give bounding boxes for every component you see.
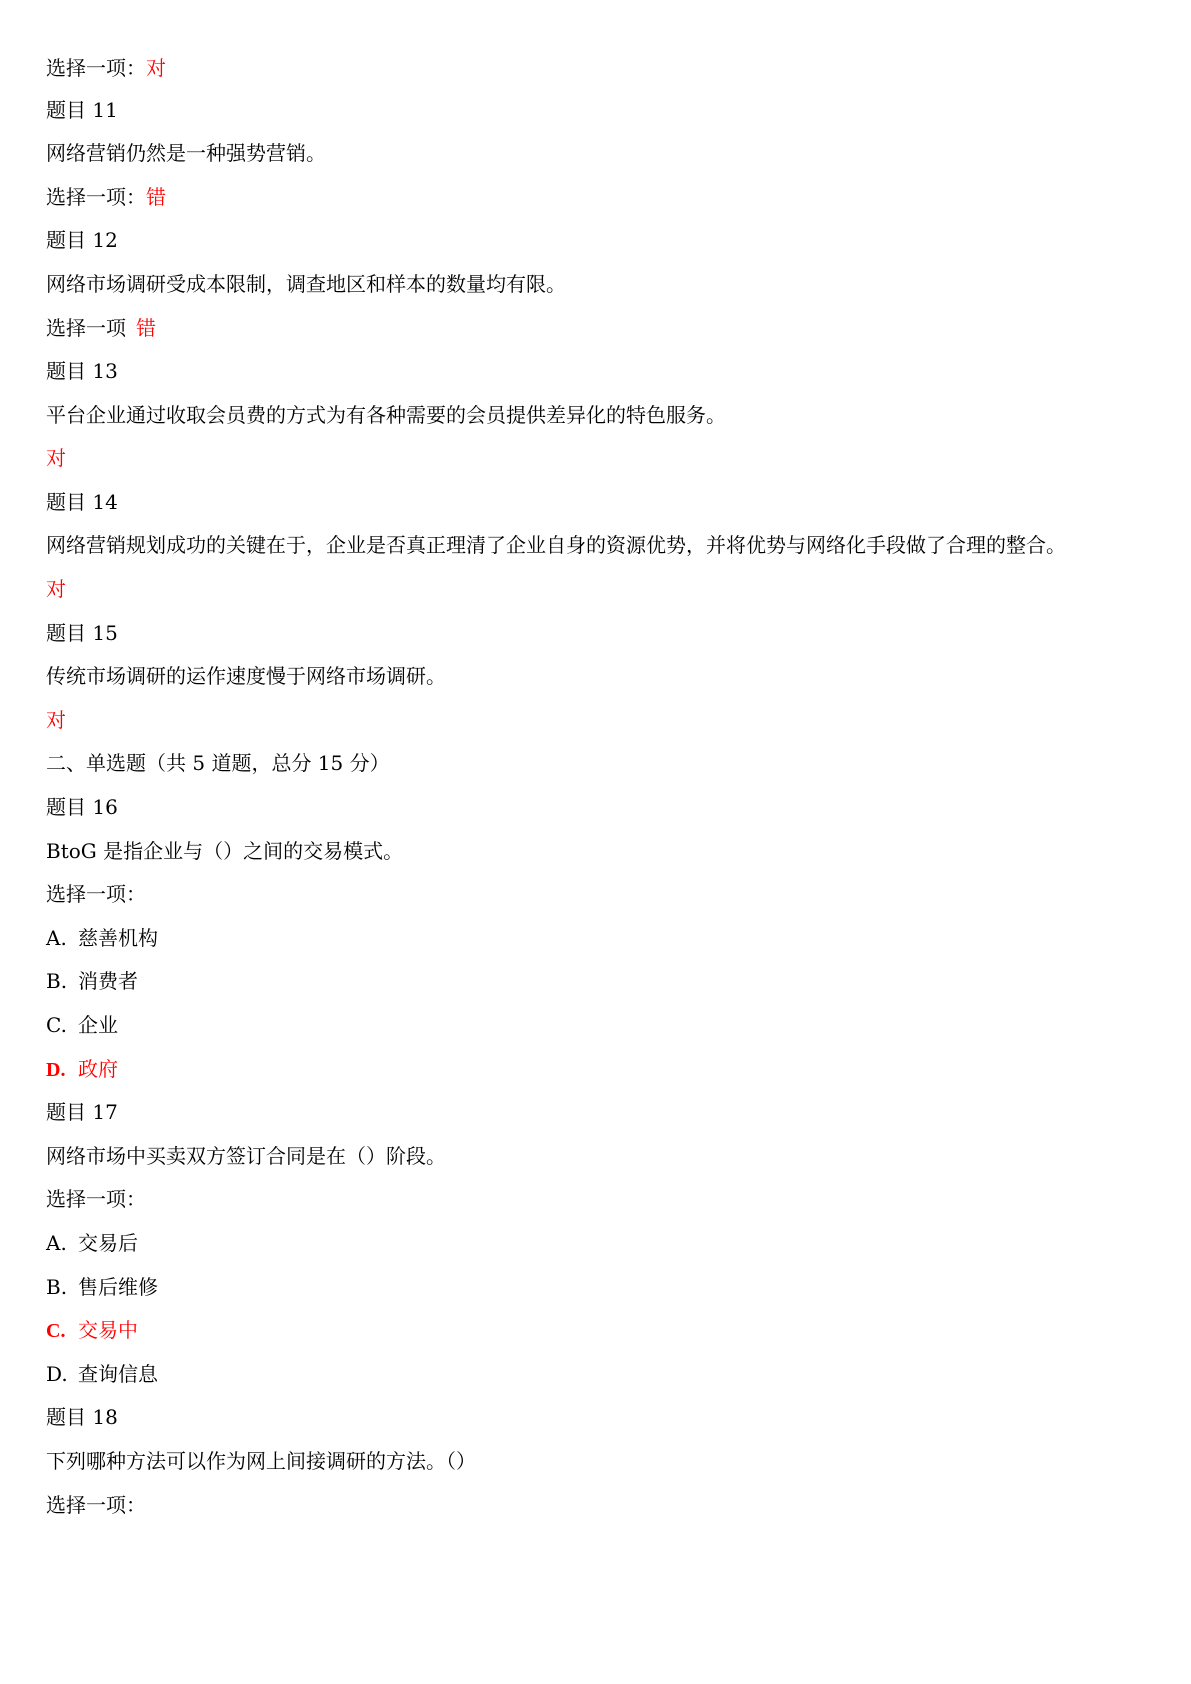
option-letter: A. — [46, 926, 67, 950]
question-text: 传统市场调研的运作速度慢于网络市场调研。 — [46, 664, 446, 688]
option-item — [46, 1011, 118, 1039]
option-letter: C. — [46, 1013, 67, 1037]
option-item — [46, 967, 138, 995]
choice-label: 选择一项： — [46, 185, 146, 209]
question-number: 题目 15 — [46, 621, 118, 645]
option-text: 交易中 — [78, 1318, 138, 1342]
option-item — [46, 1273, 158, 1301]
correct-answer: 错 — [146, 185, 166, 209]
question-text: 网络市场调研受成本限制，调查地区和样本的数量均有限。 — [46, 272, 566, 296]
answer-line — [46, 314, 156, 342]
option-text: 查询信息 — [78, 1362, 158, 1386]
option-text: 企业 — [78, 1013, 118, 1037]
question-number: 题目 12 — [46, 228, 118, 252]
option-text: 慈善机构 — [78, 926, 158, 950]
option-text: 售后维修 — [78, 1275, 158, 1299]
choice-label: 选择一项 — [46, 316, 126, 340]
question-text: 网络营销规划成功的关键在于，企业是否真正理清了企业自身的资源优势，并将优势与网络化手段做了合理的整合。 — [46, 533, 1066, 557]
option-text: 交易后 — [78, 1231, 138, 1255]
question-text: 网络营销仍然是一种强势营销。 — [46, 141, 326, 165]
option-letter: D. — [46, 1059, 66, 1081]
question-number: 题目 14 — [46, 490, 118, 514]
question-text: 网络市场中买卖双方签订合同是在（）阶段。 — [46, 1144, 446, 1168]
option-item — [46, 924, 158, 952]
correct-answer: 对 — [46, 708, 66, 732]
answer-line — [46, 54, 166, 82]
option-letter: D. — [46, 1362, 68, 1386]
correct-answer: 对 — [46, 577, 66, 601]
choice-label: 选择一项： — [46, 56, 146, 80]
option-text: 消费者 — [78, 969, 138, 993]
choice-label: 选择一项： — [46, 1493, 146, 1517]
question-number: 题目 11 — [46, 98, 118, 122]
option-item-correct — [46, 1055, 118, 1084]
option-item-correct — [46, 1316, 138, 1345]
correct-answer: 对 — [146, 56, 166, 80]
correct-answer: 对 — [46, 446, 66, 470]
question-number: 题目 17 — [46, 1100, 118, 1124]
question-text: 平台企业通过收取会员费的方式为有各种需要的会员提供差异化的特色服务。 — [46, 403, 726, 427]
section-heading: 二、单选题（共 5 道题，总分 15 分） — [46, 751, 390, 775]
correct-answer: 错 — [136, 316, 156, 340]
question-number: 题目 18 — [46, 1405, 118, 1429]
choice-label: 选择一项： — [46, 882, 146, 906]
option-item — [46, 1229, 138, 1257]
option-letter: C. — [46, 1320, 66, 1342]
option-text: 政府 — [78, 1057, 118, 1081]
option-letter: B. — [46, 969, 68, 993]
choice-label: 选择一项： — [46, 1187, 146, 1211]
answer-line — [46, 183, 166, 211]
option-letter: A. — [46, 1231, 67, 1255]
option-item — [46, 1360, 158, 1388]
question-text: BtoG 是指企业与（）之间的交易模式。 — [46, 839, 404, 863]
question-number: 题目 13 — [46, 359, 118, 383]
option-letter: B. — [46, 1275, 68, 1299]
question-text: 下列哪种方法可以作为网上间接调研的方法。（） — [46, 1449, 476, 1473]
question-number: 题目 16 — [46, 795, 118, 819]
